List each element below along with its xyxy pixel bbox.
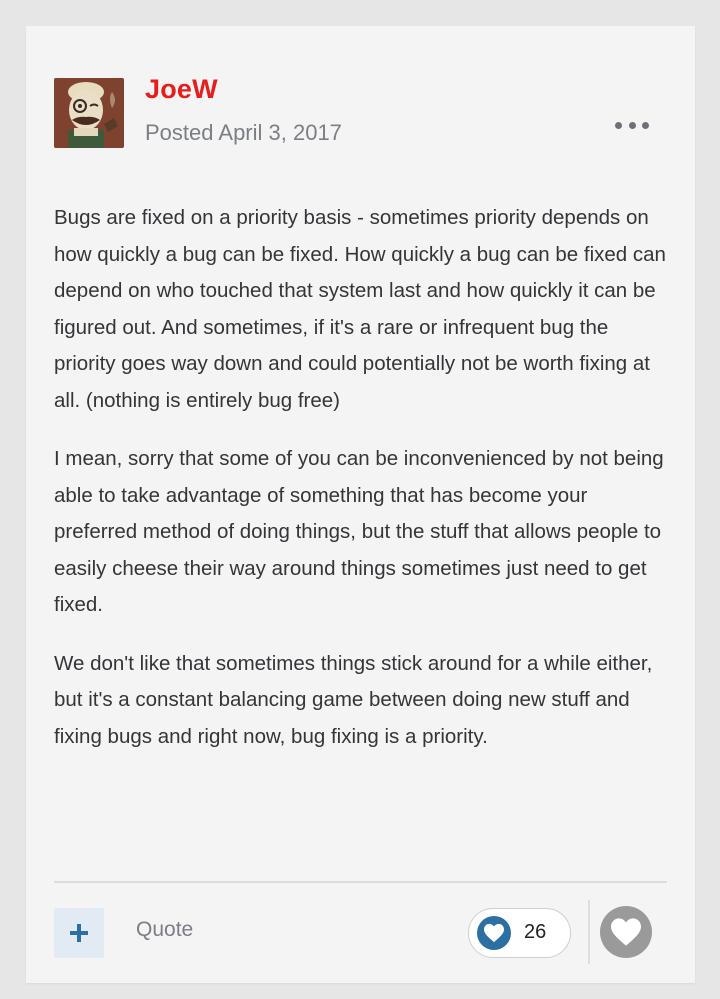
- post-paragraph: I mean, sorry that some of you can be inconvenienced by not being able to take advantage of something that has become your preferred method of doing things, but the stuff that allows people to easily cheese their way around things sometimes just need to get fixed.: [54, 447, 664, 616]
- avatar[interactable]: [54, 78, 124, 148]
- dot: [642, 122, 649, 129]
- post-paragraph: Bugs are fixed on a priority basis - sometimes priority depends on how quickly a bug can be fixed. How quickly a bug can be fixed can depend on who touched that system last and how quickly it can be figured out. And sometimes, if it's a rare or infrequent bug the priority goes way down and could potentially not be worth fixing at all. (nothing is entirely bug free): [54, 206, 666, 412]
- quote-button[interactable]: Quote: [136, 918, 194, 941]
- react-button[interactable]: [600, 906, 652, 958]
- post-content: [54, 200, 666, 777]
- dot: [629, 122, 636, 129]
- separator: [588, 900, 590, 964]
- post-card: [26, 26, 695, 983]
- multiquote-button[interactable]: [54, 908, 104, 958]
- post-date: Posted April 3, 2017: [145, 120, 342, 145]
- reaction-summary[interactable]: [468, 908, 571, 958]
- more-options-icon[interactable]: [615, 115, 649, 135]
- heart-icon: [609, 917, 643, 947]
- dot: [615, 122, 622, 129]
- avatar-image: [54, 78, 124, 148]
- post-paragraph: We don't like that sometimes things stick around for a while either, but it's a constant balancing game between doing new stuff and fixing bugs and right now, bug fixing is a priority.: [54, 651, 653, 748]
- divider: [54, 881, 667, 883]
- like-badge: [477, 916, 511, 950]
- author-name[interactable]: JoeW: [145, 74, 218, 104]
- plus-icon: [69, 923, 89, 943]
- heart-icon: [483, 923, 505, 943]
- reaction-count: 26: [524, 921, 547, 943]
